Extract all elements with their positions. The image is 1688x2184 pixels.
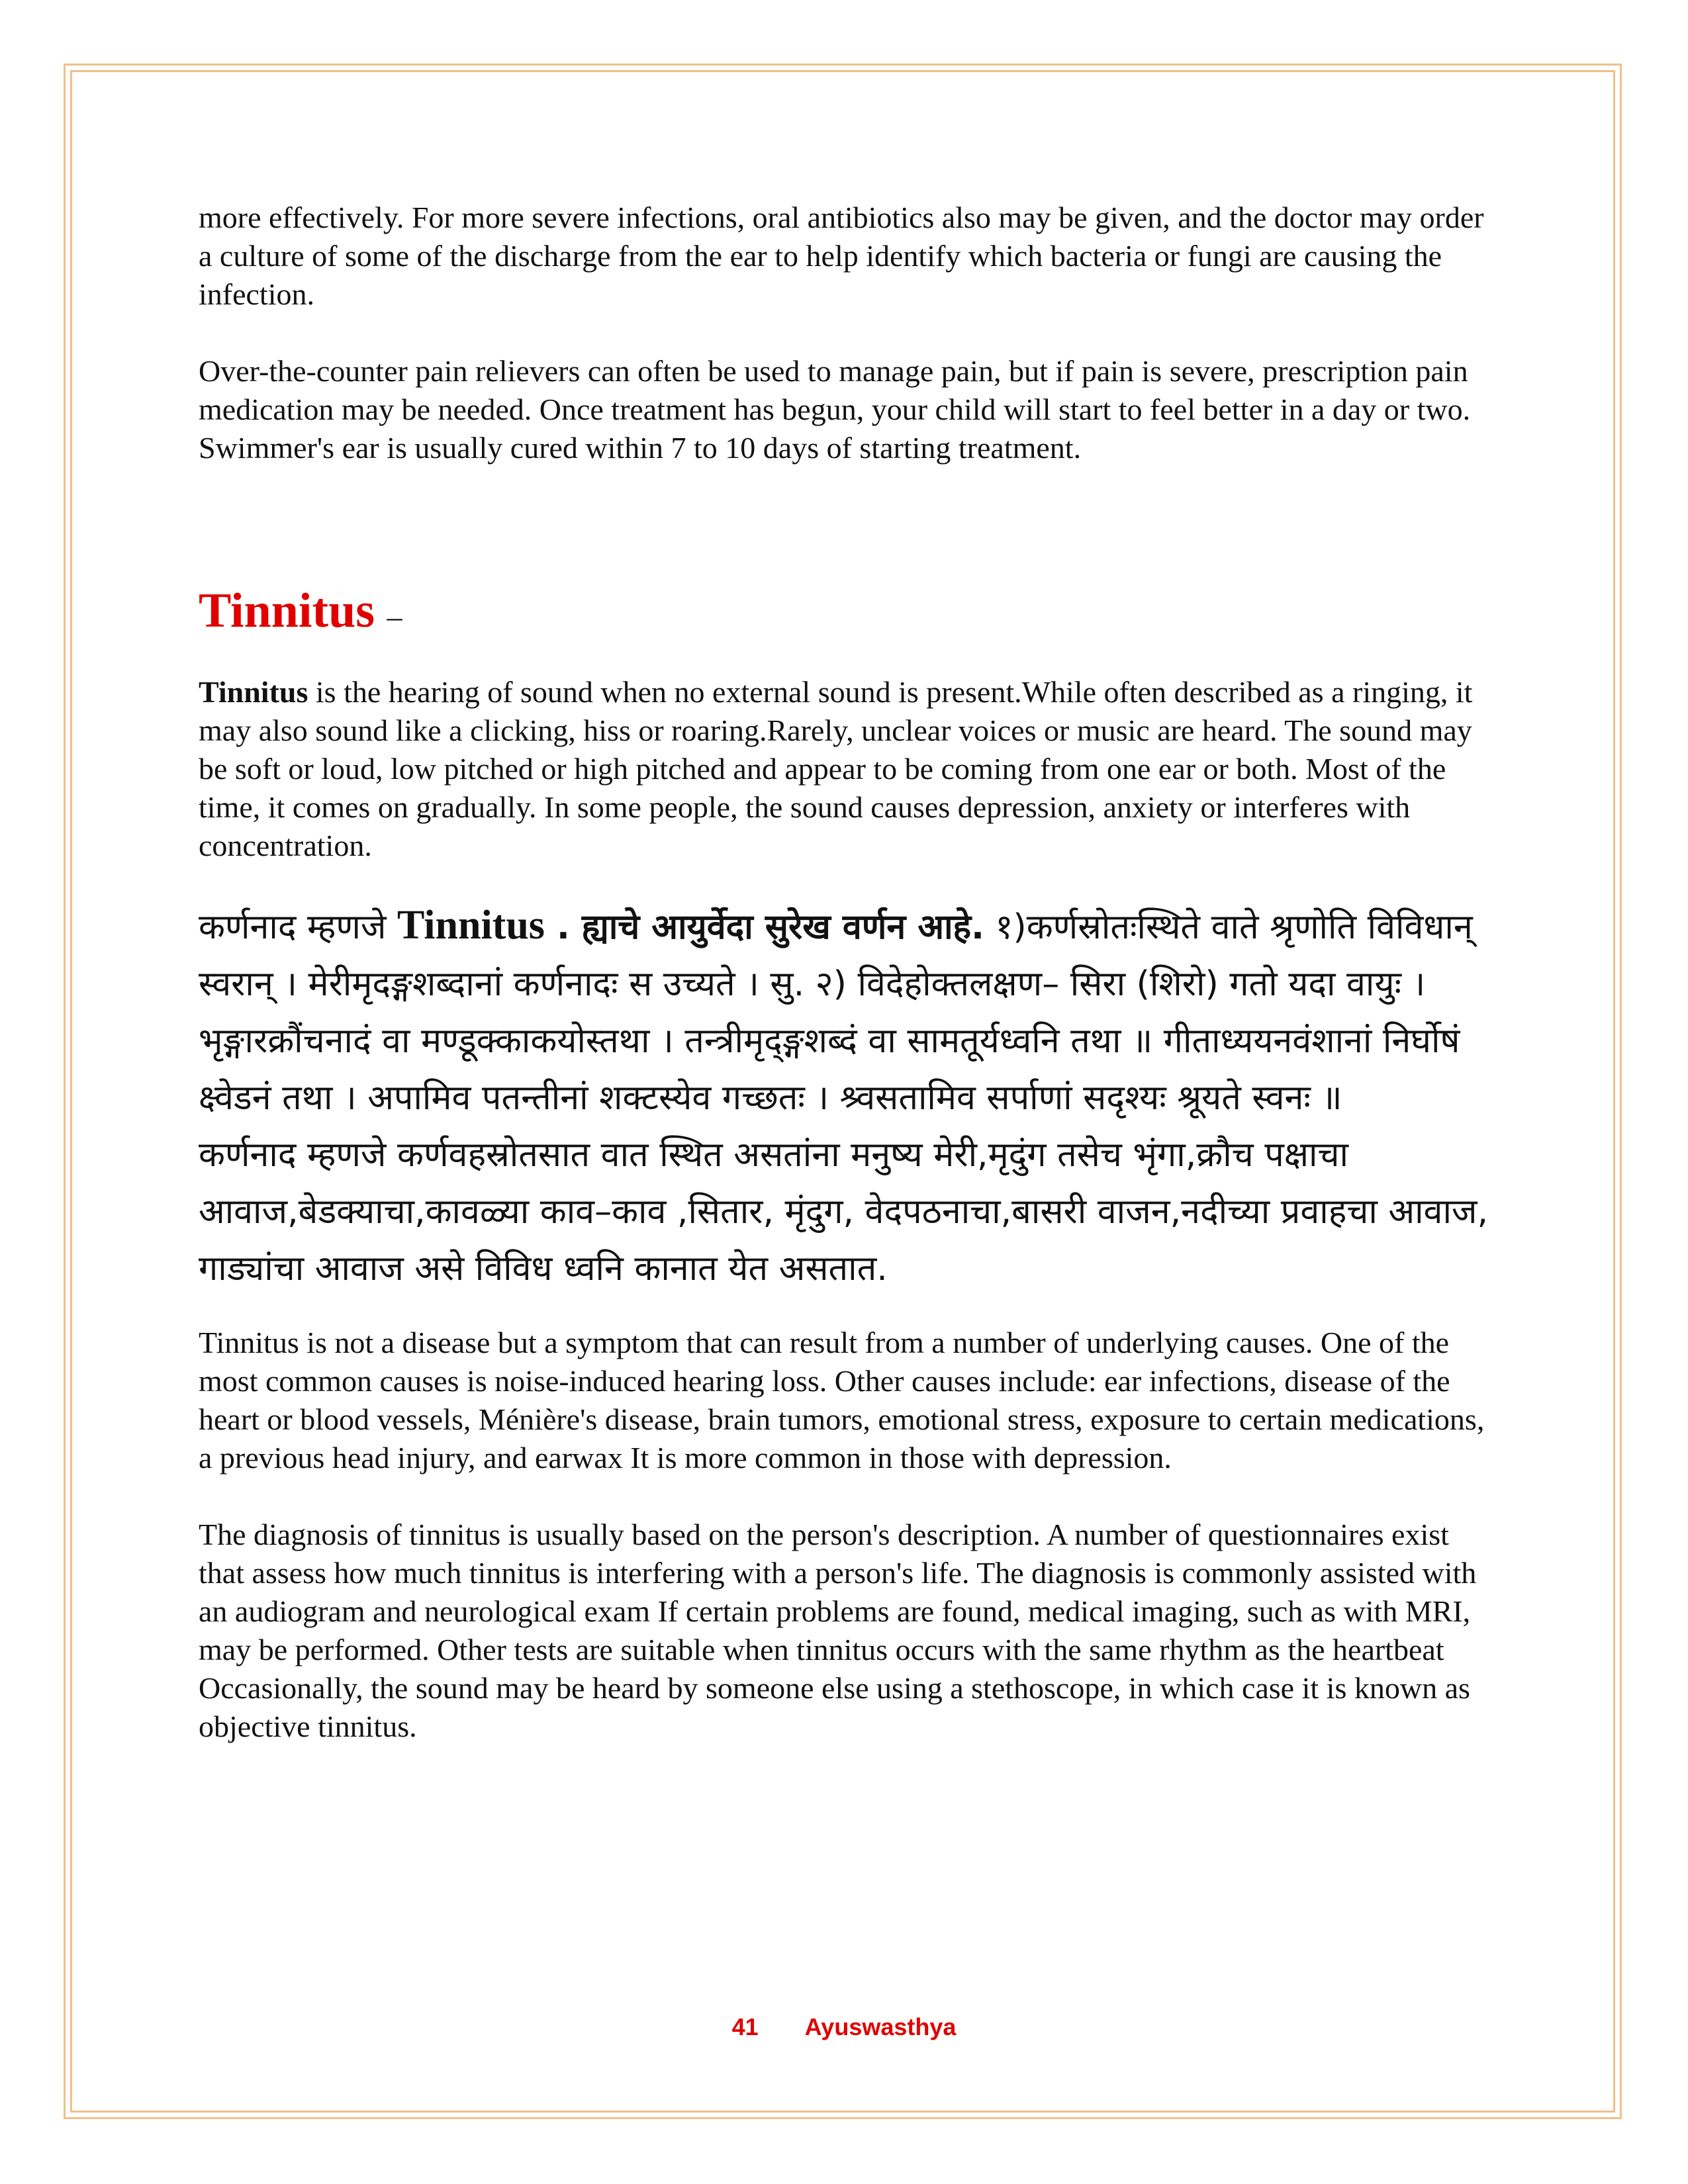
publication-name: Ayuswasthya [804, 2013, 957, 2040]
paragraph-definition [199, 673, 1496, 865]
definition-term: Tinnitus [199, 675, 308, 709]
paragraph-causes: Tinnitus is not a disease but a symptom that can result from a number of underlying causes. One of the most common causes is noise-induced hearing loss. Other causes include: ear infections, disease of the heart or blood vessels, Ménière's disease, brain tumors, emotional stress, exposure to certain medications, a previous head injury, and earwax It is more common in those with depression. [199, 1326, 1485, 1475]
section-heading [199, 581, 1496, 647]
marathi-bold-note: . ह्याचे आयुर्वेदा सुरेख वर्णन आहे. [544, 907, 984, 947]
section-title: Tinnitus [199, 584, 375, 638]
marathi-verse-block [199, 897, 1496, 1126]
page-content [199, 199, 1496, 1746]
paragraph-diagnosis: The diagnosis of tinnitus is usually based on the person's description. A number of questionnaires exist that assess how much tinnitus is interfering with a person's life. The diagnosis is commonly assisted with an audiogram and neurological exam If certain problems are found, medical imaging, such as with MRI, may be performed. Other tests are suitable when tinnitus occurs with the same rhythm as the heartbeat Occasionally, the sound may be heard by someone else using a stethoscope, in which case it is known as objective tinnitus. [199, 1518, 1477, 1743]
definition-text: is the hearing of sound when no external sound is present.While often described as a ringing, it may also sound like a clicking, hiss or roaring.Rarely, unclear voices or music are heard. The sound may be soft or loud, low pitched or high pitched and appear to be coming from one ear or both. Most of the time, it comes on gradually. In some people, the sound causes depression, anxiety or interferes with concentration. [199, 675, 1473, 862]
marathi-verse: १)कर्णस्रोतःस्थिते वाते श्रृणोति विविधान् स्वरान् । मेरीमृदङ्गशब्दानां कर्णनादः स उच्यते । सु. २) विदेहोक्तलक्षण– सिरा (शिरो) गतो यदा वायुः । भृङ्गारक्रौंचनादं वा मण्डूक्काकयोस्तथा । तन्त्रीमृद्ङ्गशब्दं वा सामतूर्यध्वनि तथा ॥ गीताध्ययनवंशानां निर्घोषं क्ष्वेडनं तथा । अपामिव पतन्तीनां शक्टस्येव गच्छतः । श्र्वसतामिव सर्पाणां सदृश्यः श्रूयते स्वनः ॥ [199, 907, 1473, 1118]
marathi-explanation: कर्णनाद म्हणजे कर्णवहस्रोतसात वात स्थित असतांना मनुष्य मेरी,मृदुंग तसेच भृंगा,क्रौच पक्षाचा आवाज,बेडक्याचा,कावळ्या काव–काव ,सितार, मृंदुग, वेदपठनाचा,बासरी वाजन,नदीच्या प्रवाहचा आवाज, गाड्यांचा आवाज असे विविध ध्वनि कानात येत असतात. [199, 1135, 1489, 1289]
section-title-dash: – [387, 600, 402, 633]
marathi-latin-term: Tinnitus [397, 903, 545, 948]
paragraph-pain-relief: Over-the-counter pain relievers can often be used to manage pain, but if pain is severe, prescription pain medication may be needed. Once treatment has begun, your child will start to feel better in a day or two. Swimmer's ear is usually cured within 7 to 10 days of starting treatment. [199, 354, 1471, 465]
marathi-lead: कर्णनाद म्हणजे [199, 907, 398, 947]
paragraph-treatment: more effectively. For more severe infections, oral antibiotics also may be given, and the doctor may order a culture of some of the discharge from the ear to help identify which bacteria or fungi are causing the infection. [199, 201, 1484, 311]
page-footer [0, 2013, 1688, 2041]
page-number: 41 [731, 2013, 759, 2040]
